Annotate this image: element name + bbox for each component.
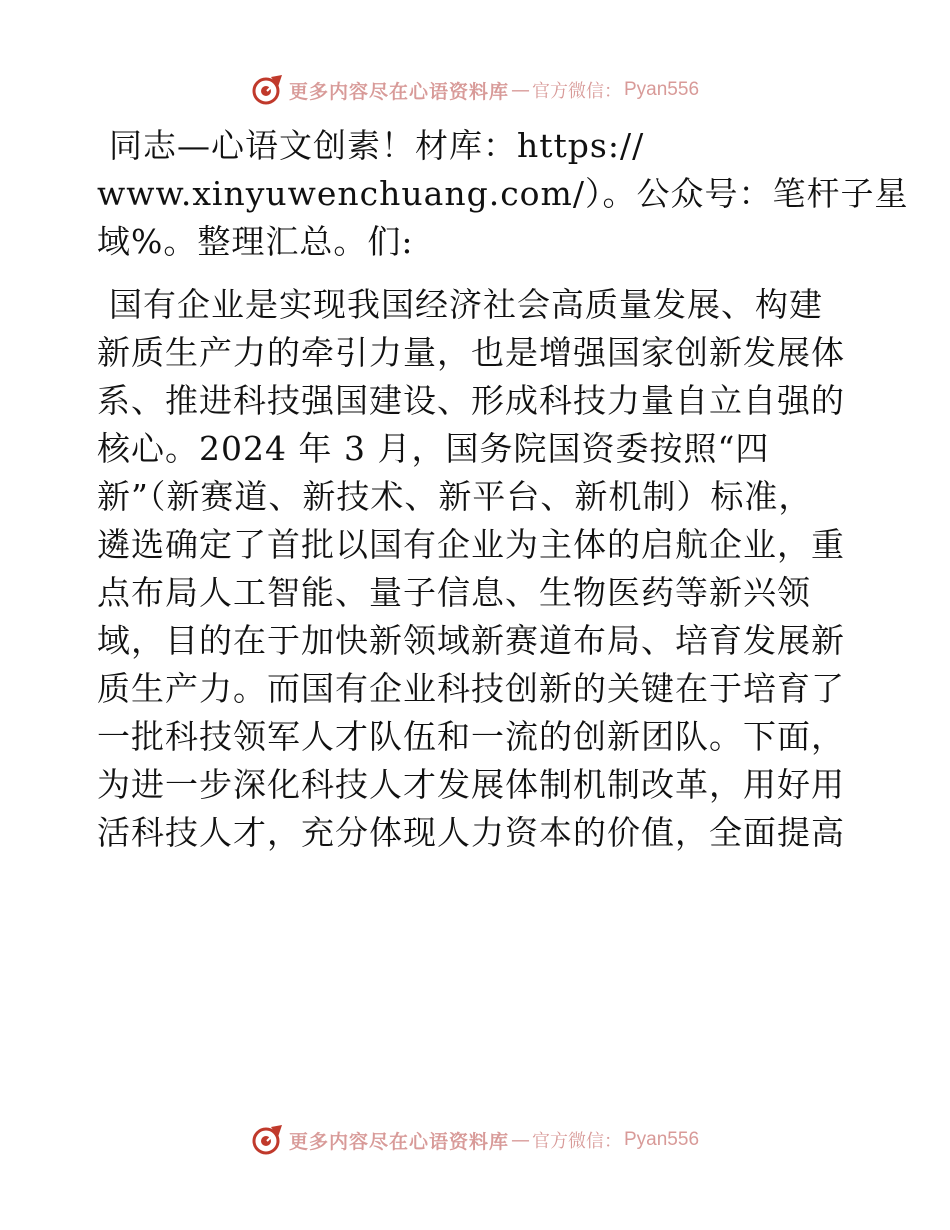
- text-line: 同志—心语文创素！材库：https://: [109, 126, 645, 165]
- banner-separator: —: [511, 79, 530, 101]
- text-line: 遴选确定了首批以国有企业为主体的启航企业，重: [97, 525, 845, 564]
- banner-main-text: 更多内容尽在心语资料库: [288, 80, 509, 103]
- text-line: 核心。2024 年 3 月，国务院国资委按照“四: [97, 429, 770, 468]
- text-line: 新”（新赛道、新技术、新平台、新机制）标准，: [97, 477, 813, 516]
- text-line: 为进一步深化科技人才发展体制机制改革，用好用: [97, 765, 845, 804]
- text-line: 域，目的在于加快新领域新赛道布局、培育发展新: [97, 621, 845, 660]
- text-line: 新质生产力的牵引力量，也是增强国家创新发展体: [97, 333, 845, 372]
- banner-wechat-label: 官方微信：: [532, 81, 622, 102]
- document-body: [97, 122, 909, 857]
- text-line: www.xinyuwenchuang.com/）。公众号：笔杆子星: [97, 174, 909, 213]
- main-paragraph: [97, 281, 857, 857]
- xinyu-logo-icon: [251, 1123, 285, 1157]
- header-banner: [0, 70, 950, 110]
- banner-wechat-id: Pyan556: [624, 79, 700, 100]
- xinyu-logo-icon: [251, 73, 285, 107]
- intro-paragraph: [97, 122, 909, 266]
- banner-main-text: 更多内容尽在心语资料库: [288, 1130, 509, 1153]
- footer-banner: [0, 1120, 950, 1160]
- text-line: 一批科技领军人才队伍和一流的创新团队。下面，: [97, 717, 845, 756]
- text-line: 点布局人工智能、量子信息、生物医药等新兴领: [97, 573, 811, 612]
- text-line: 国有企业是实现我国经济社会高质量发展、构建: [109, 285, 823, 324]
- text-line: 活科技人才，充分体现人力资本的价值，全面提高: [97, 813, 845, 852]
- text-line: 质生产力。而国有企业科技创新的关键在于培育了: [97, 669, 845, 708]
- text-line: 域%。整理汇总。们:: [97, 222, 414, 261]
- banner-wechat-label: 官方微信：: [532, 1131, 622, 1152]
- banner-wechat-id: Pyan556: [624, 1129, 700, 1150]
- banner-separator: —: [511, 1129, 530, 1151]
- text-line: 系、推进科技强国建设、形成科技力量自立自强的: [97, 381, 845, 420]
